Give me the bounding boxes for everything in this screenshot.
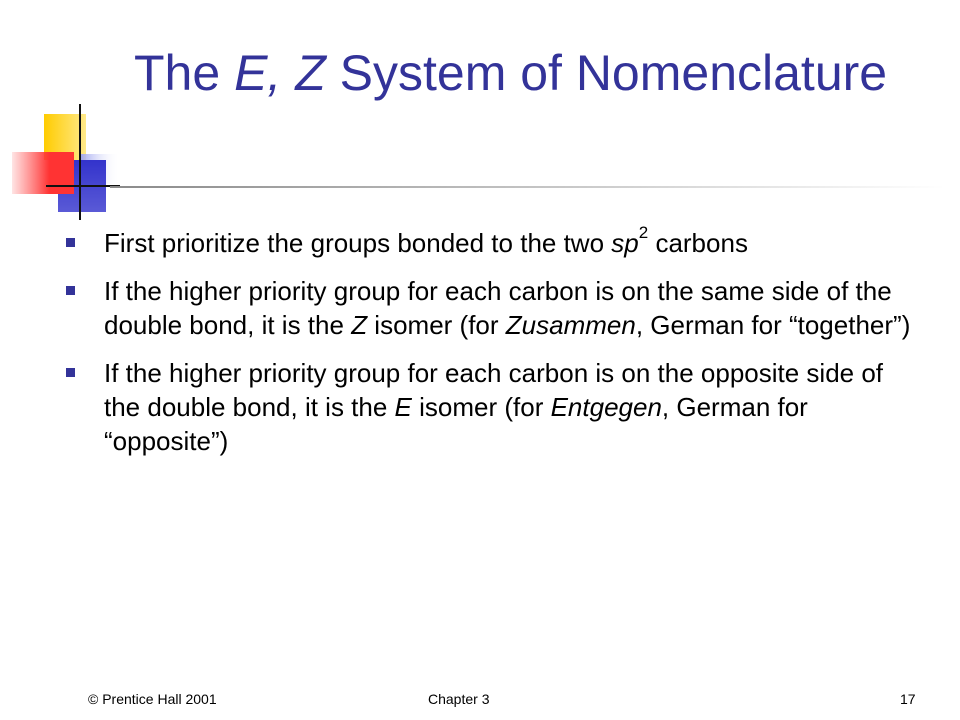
bullet-marker [66, 238, 75, 247]
footer-chapter: Chapter 3 [428, 691, 490, 707]
bullet-item-z-isomer: If the higher priority group for each carbon is on the same side of the double bond, it is the Z isomer (for Zusammen, German for “together”) [66, 274, 926, 342]
title-underline [110, 186, 945, 188]
bullet-marker [66, 286, 75, 295]
footer-copyright: © Prentice Hall 2001 [88, 691, 217, 707]
ornament-red-bar [12, 152, 74, 194]
bullet-marker [66, 368, 75, 377]
slide-title: The E, Z System of Nomenclature [134, 45, 888, 101]
bullet-list [66, 223, 926, 472]
title-italic-ez: E, Z [234, 45, 326, 101]
bullet-item-e-isomer: If the higher priority group for each carbon is on the opposite side of the double bond, it is the E isomer (for Entgegen, German for “opposite”) [66, 356, 926, 458]
title-ornament [0, 100, 120, 220]
footer-page-number: 17 [900, 691, 916, 707]
bullet-item-prioritize: First prioritize the groups bonded to the two $sp^2$ carbons [66, 226, 926, 260]
